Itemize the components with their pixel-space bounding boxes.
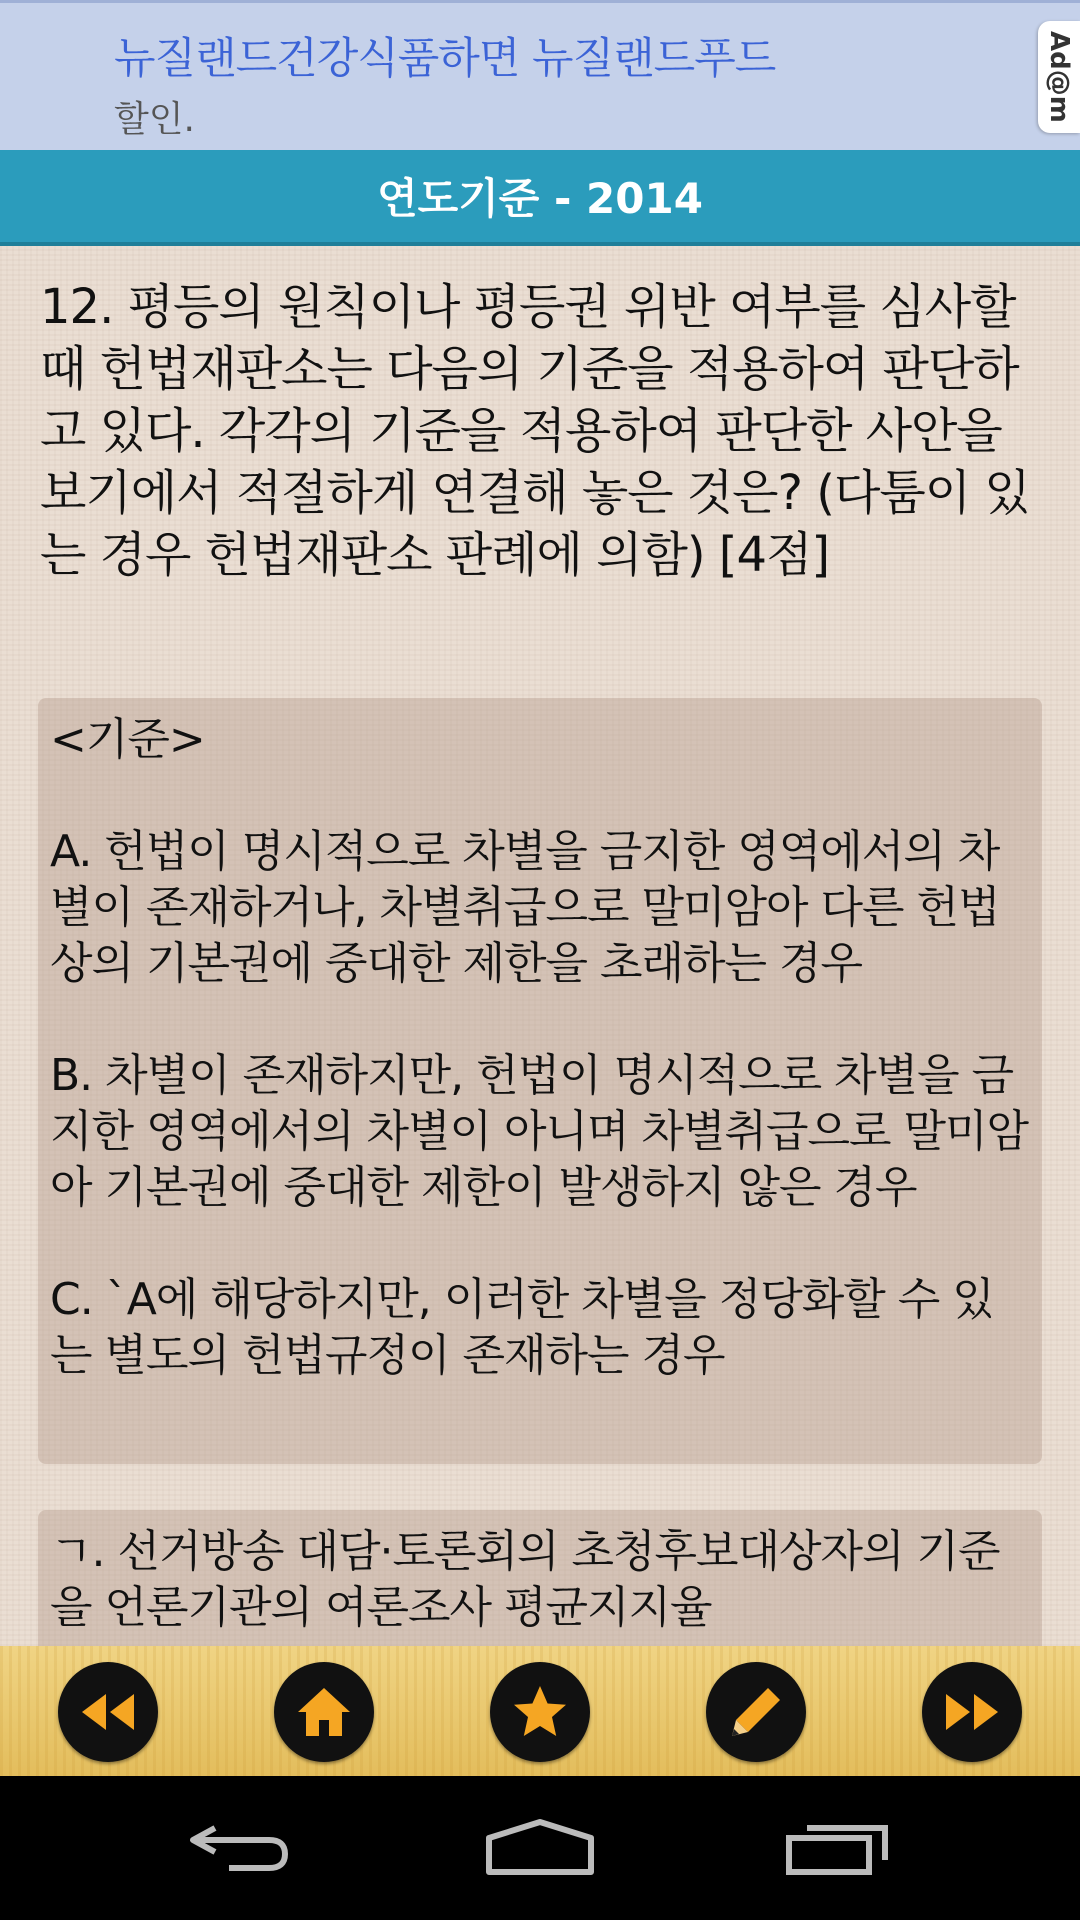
criteria-item-c: C. `A에 해당하지만, 이러한 차별을 정당화할 수 있는 별도의 헌법규정이 존재하는 경우 [50, 1274, 994, 1381]
question-content[interactable] [0, 246, 1080, 1646]
previous-button[interactable] [58, 1662, 158, 1762]
next-button[interactable] [922, 1662, 1022, 1762]
nav-home-button[interactable] [480, 1806, 600, 1886]
ad-subtitle: 할인. [114, 99, 195, 140]
ad-logo[interactable] [1038, 21, 1080, 133]
criteria-heading: <기준> [50, 714, 205, 765]
nav-home-icon [485, 1816, 595, 1876]
question-text: 12. 평등의 원칙이나 평등권 위반 여부를 심사할 때 헌법재판소는 다음의 기준을 적용하여 판단하고 있다. 각각의 기준을 적용하여 판단한 사안을 보기에서 적절하게 연결해 놓은 것은? (다툼이 있는 경우 헌법재판소 판례에 의함) [4점] [40, 279, 1030, 583]
criteria-item-a: A. 헌법이 명시적으로 차별을 금지한 영역에서의 차별이 존재하거나, 차별취급으로 말미암아 다른 헌법상의 기본권에 중대한 제한을 초래하는 경우 [50, 826, 1000, 989]
bottom-toolbar [0, 1646, 1080, 1776]
criteria-item-b: B. 차별이 존재하지만, 헌법이 명시적으로 차별을 금지한 영역에서의 차별이 아니며 차별취급으로 말미암아 기본권에 중대한 제한이 발생하지 않은 경우 [50, 1050, 1029, 1213]
nav-recents-button[interactable] [780, 1806, 900, 1886]
pencil-icon [724, 1680, 788, 1744]
nav-back-button[interactable] [180, 1806, 300, 1886]
example-box [38, 1510, 1042, 1646]
title-bar [0, 150, 1080, 246]
recents-icon [785, 1816, 895, 1876]
system-navigation-bar [0, 1776, 1080, 1920]
home-icon [292, 1680, 356, 1744]
note-button[interactable] [706, 1662, 806, 1762]
home-button[interactable] [274, 1662, 374, 1762]
ad-logo-text: Ad@m [1044, 31, 1074, 123]
favorite-button[interactable] [490, 1662, 590, 1762]
back-icon [185, 1816, 295, 1876]
example-item-1: ㄱ. 선거방송 대담·토론회의 초청후보대상자의 기준을 언론기관의 여론조사 평균지지율 [50, 1526, 1000, 1633]
ad-title[interactable]: 뉴질랜드건강식품하면 뉴질랜드푸드 [114, 34, 776, 84]
page-title: 연도기준 - 2014 [377, 174, 703, 223]
rewind-icon [76, 1680, 140, 1744]
fast-forward-icon [940, 1680, 1004, 1744]
ad-banner[interactable] [0, 0, 1080, 150]
star-icon [508, 1680, 572, 1744]
criteria-box [38, 698, 1042, 1464]
